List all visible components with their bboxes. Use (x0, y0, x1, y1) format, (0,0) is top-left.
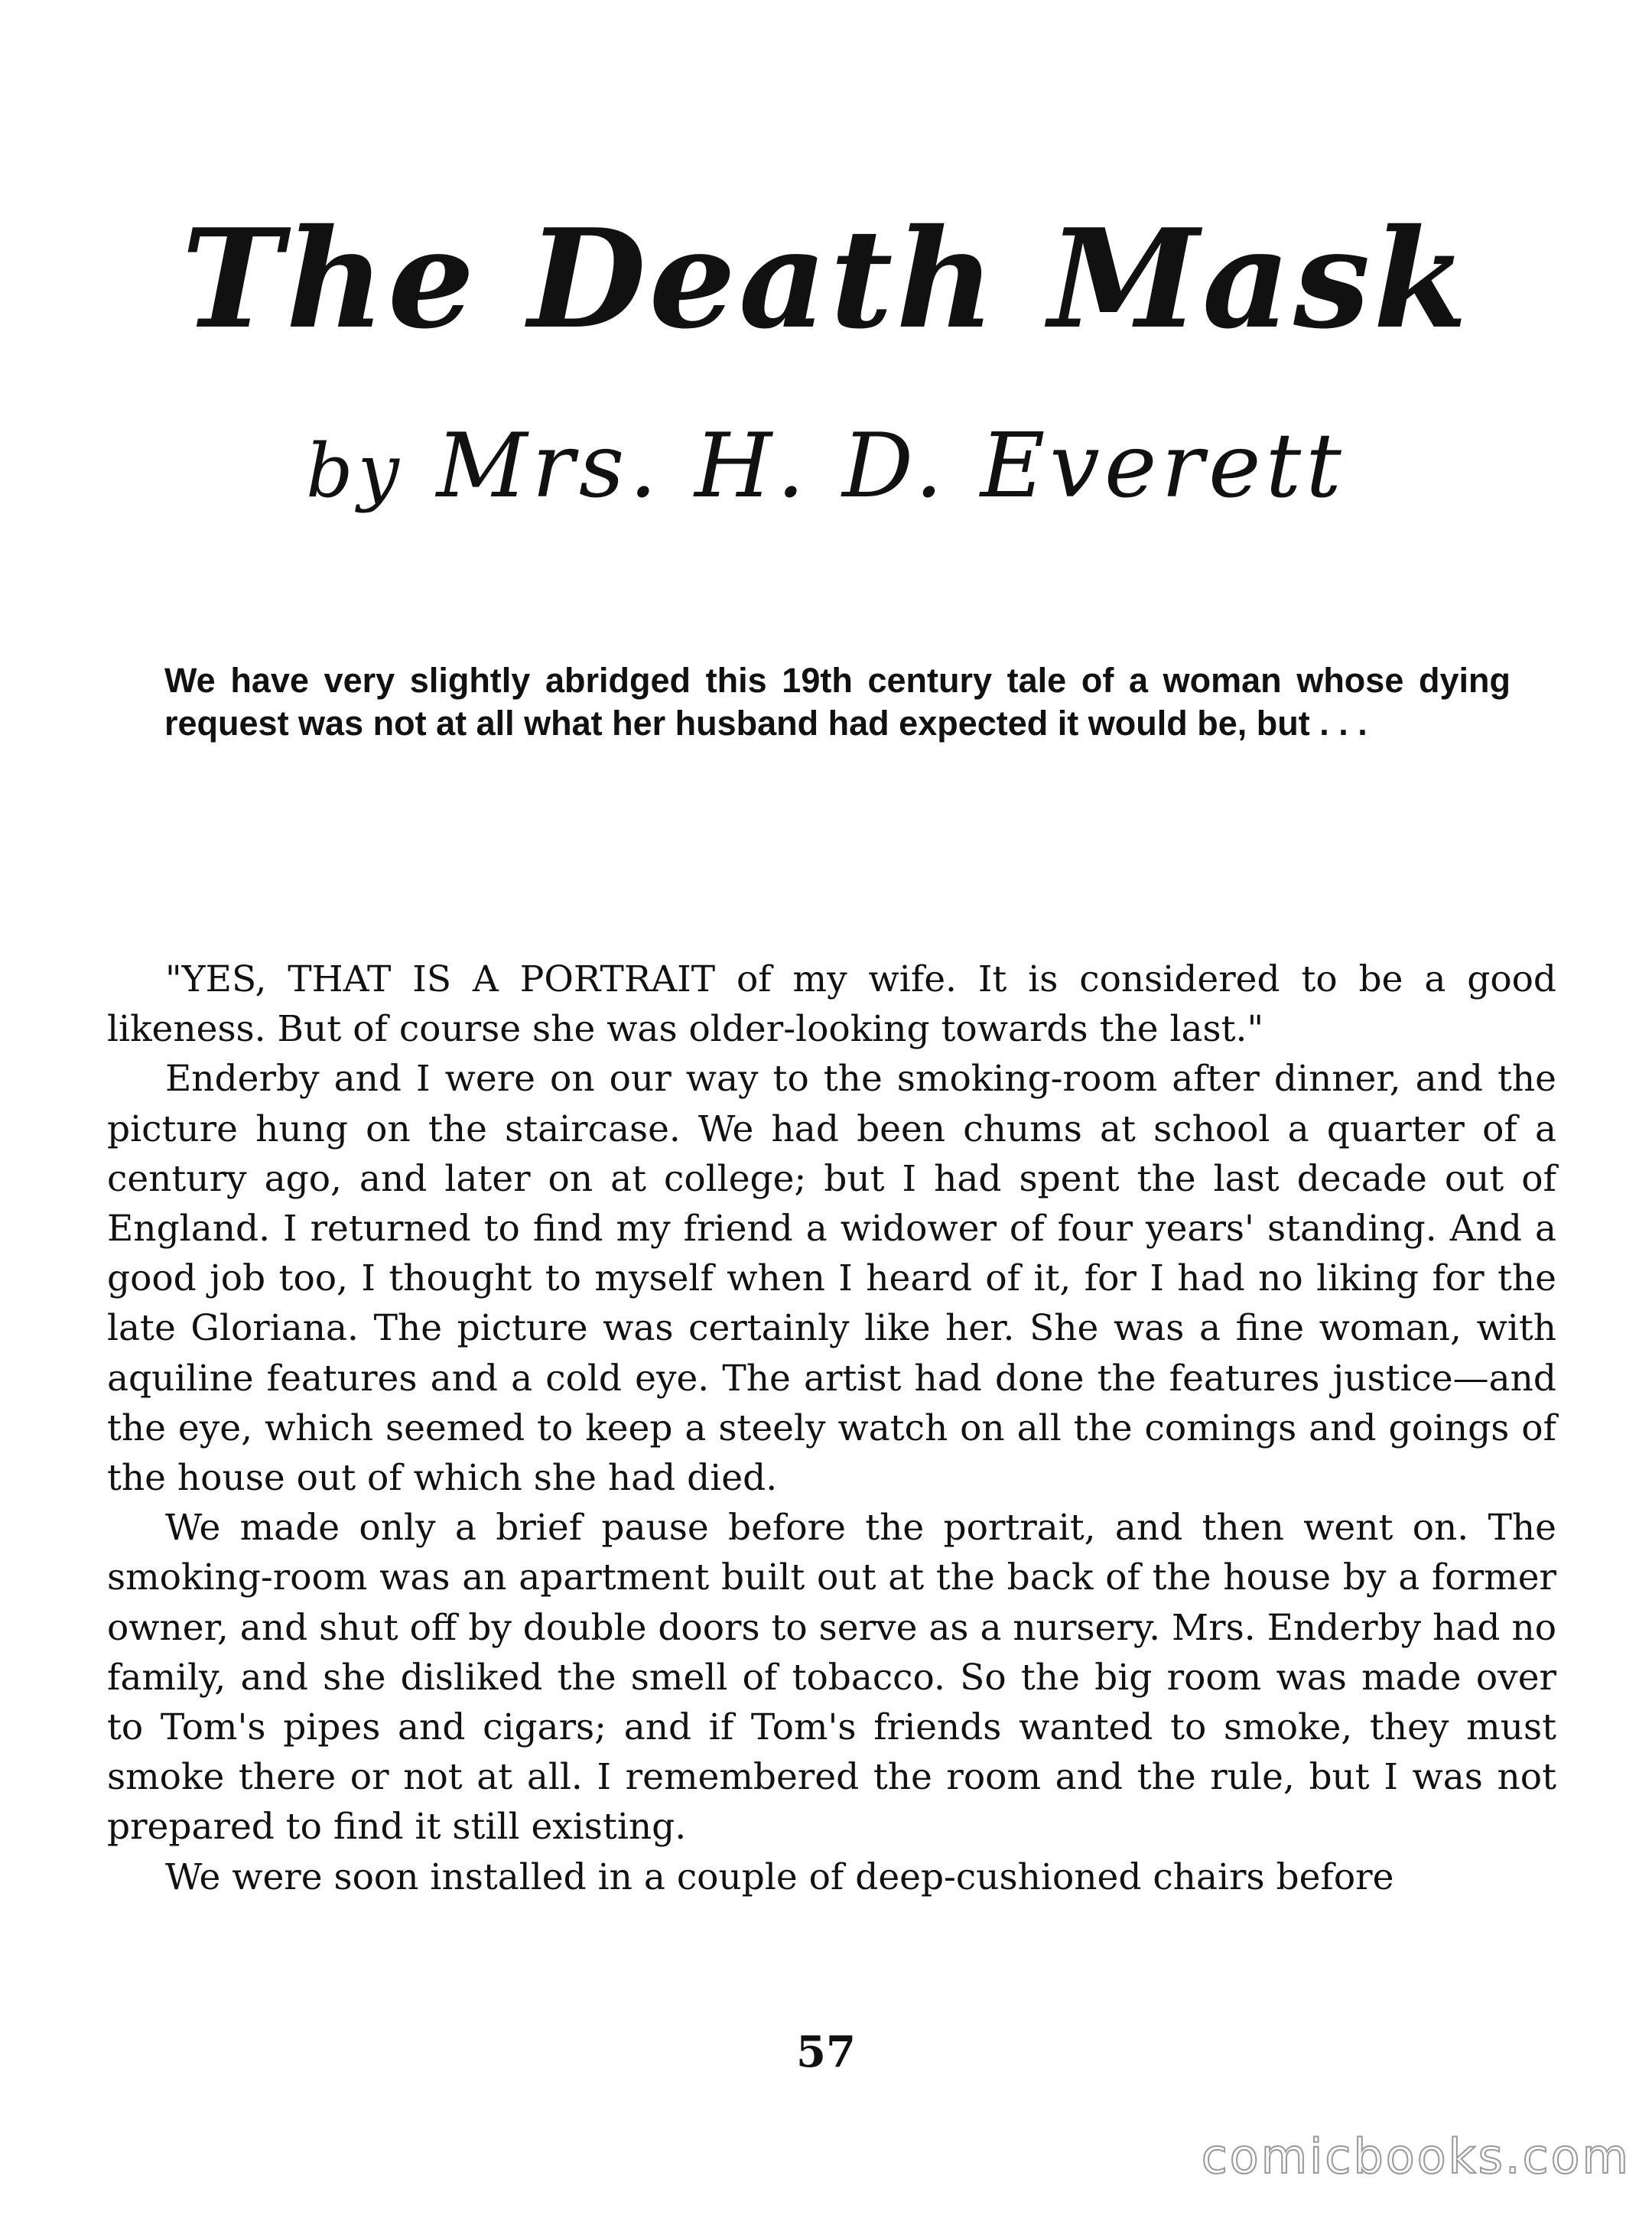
editorial-intro: We have very slightly abridged this 19th century tale of a woman whose dying request was not at all what her husband had expected it would be, but . . . (164, 661, 1511, 743)
byline-prefix: by (306, 428, 404, 514)
story-title: The Death Mask (181, 199, 1471, 359)
author-byline (0, 405, 1652, 532)
site-watermark: comicbooks.com (1201, 2129, 1631, 2184)
story-body (107, 955, 1556, 1902)
body-paragraph: "YES, THAT IS A PORTRAIT of my wife. It is considered to be a good likeness. But of course she was older-looking towards the last." (107, 958, 1556, 1051)
author-name: Mrs. H. D. Everett (436, 415, 1346, 518)
body-paragraph: We were soon installed in a couple of deep-cushioned chairs before (165, 1855, 1394, 1898)
body-paragraph: We made only a brief pause before the portrait, and then went on. The smoking-room was an apartment built out at the back of the house by a former owner, and shut off by double doors to serve as a nursery. Mrs. Enderby had no family, and she disliked the smell of tobacco. So the big room was made over to Tom's pipes and cigars; and if Tom's friends wanted to smoke, they must smoke there or not at all. I remembered the room and the rule, but I was not prepared to find it still existing. (107, 1507, 1557, 1849)
body-paragraph: Enderby and I were on our way to the smoking-room after dinner, and the picture hung on the staircase. We had been chums at school a quarter of a century ago, and later on at college; but I had spent the last decade out of England. I returned to find my friend a widower of four years' standing. And a good job too, I thought to myself when I heard of it, for I had no liking for the late Gloriana. The picture was certainly like her. She was a fine woman, with aquiline features and a cold eye. The artist had done the features justice—and the eye, which seemed to keep a steely watch on all the comings and goings of the house out of which she had died. (107, 1058, 1556, 1500)
page-number: 57 (796, 2027, 856, 2077)
